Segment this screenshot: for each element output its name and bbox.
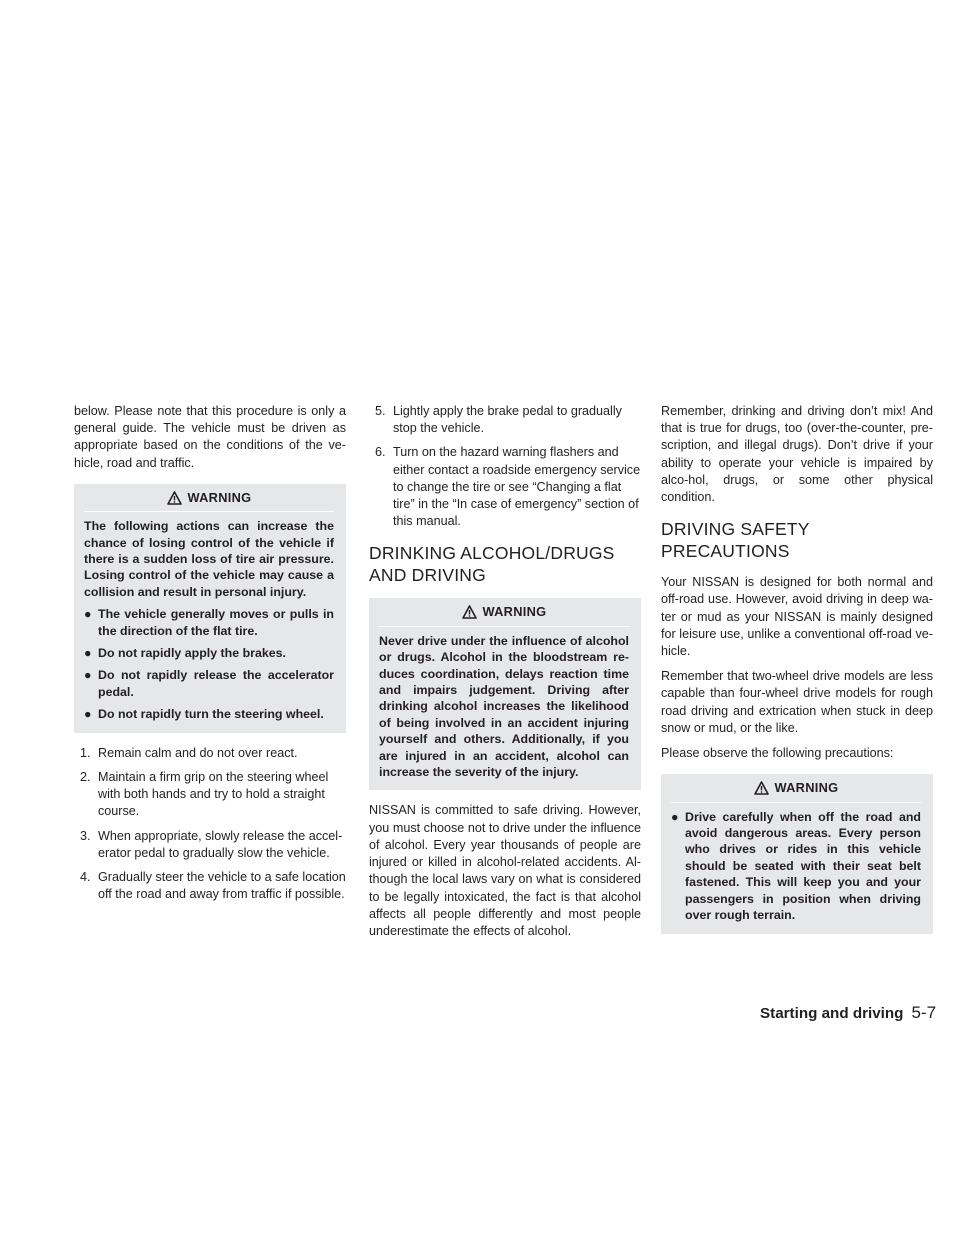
step-item: 6. Turn on the hazard warning flashers and either contact a roadside emergency service to change the tire or see “Changing a flat tire” in the “In case of emergency” section of this manual.: [375, 445, 641, 529]
section-heading-safety: DRIVING SAFETY PRECAUTIONS: [661, 519, 810, 562]
section-heading-alcohol: DRINKING ALCOHOL/DRUGS AND DRIVING: [369, 543, 615, 586]
warning-body: The following actions can increase the chance of losing control of the vehicle if there is a sudden loss of tire air pressure. Losing control of the vehicle may cause a collision and result in personal injury.: [84, 519, 334, 599]
warning-box-offroad: [661, 774, 933, 933]
warning-bullet: ● Do not rapidly apply the brakes.: [84, 646, 286, 661]
warning-bullet: ● Do not rapidly turn the steering wheel.: [84, 707, 324, 722]
bullet-dot: ●: [84, 707, 92, 722]
alcohol-paragraph: NISSAN is committed to safe driving. However, you must choose not to drive under the influence of alcohol. Every year thousands of people are injured or killed in alcohol-related accidents. Al-though the local laws vary on what is considered to be legally intoxicated, the fact is that alcohol affects all people differently and most people underestimate the effects of alcohol.: [369, 803, 641, 938]
warning-bullet: ● Do not rapidly release the accelerator pedal.: [84, 668, 334, 699]
step-item: 3. When appropriate, slowly release the accel-erator pedal to gradually slow the vehicle.: [80, 828, 343, 860]
warning-bullet: ● The vehicle generally moves or pulls in the direction of the flat tire.: [84, 607, 334, 638]
warning-heading: WARNING: [379, 604, 629, 626]
step-item: 2. Maintain a firm grip on the steering wheel with both hands and try to hold a straight course.: [80, 769, 329, 819]
warning-bullet: ● Drive carefully when off the road and avoid dangerous areas. Every person who drives or rides in this vehicle should be seated with their seat belt fastened. This will keep you and your passengers in position when driving over rough terrain.: [671, 809, 921, 923]
bullet-dot: ●: [671, 809, 679, 824]
column-middle: [369, 403, 641, 948]
page-footer: [760, 1003, 950, 1023]
section-label: Starting and driving: [760, 1005, 904, 1022]
intro-paragraph: below. Please note that this procedure is only a general guide. The vehicle must be driven as appropriate based on the conditions of the ve-hicle, road and traffic.: [74, 404, 346, 470]
bullet-dot: ●: [84, 646, 92, 661]
warning-box-tire: [74, 484, 346, 733]
warning-body: Never drive under the influence of alcohol or drugs. Alcohol in the bloodstream re-duces coordination, delays reaction time and impairs judgement. Driving after drinking alcohol increases the likelihood of being involved in an accident injuring yourself and others. Additionally, if you are injured in an accident, alcohol can increase the severity of the injury.: [379, 633, 629, 780]
bullet-dot: ●: [84, 668, 92, 683]
warning-heading: WARNING: [671, 780, 921, 802]
warning-triangle-icon: [167, 490, 188, 505]
twowheel-paragraph: Remember that two-wheel drive models are less capable than four-wheel drive models for rough road driving and extrication when stuck in deep snow or mud, or the like.: [661, 669, 933, 735]
step-item: 1. Remain calm and do not over react.: [80, 745, 298, 760]
warning-box-alcohol: [369, 598, 641, 790]
precautions-intro: Please observe the following precautions:: [661, 746, 894, 761]
page-number: 5-7: [911, 1003, 937, 1022]
step-item: 4. Gradually steer the vehicle to a safe location off the road and away from traffic if possible.: [80, 869, 346, 902]
drugs-paragraph: Remember, drinking and driving don’t mix! And that is true for drugs, too (over-the-counter, pre-scription, and illegal drugs). Don’t drive if your ability to operate your vehicle is impaired by alco-hol, drugs, or some other physical condition.: [661, 404, 933, 505]
warning-triangle-icon: [754, 780, 775, 795]
column-right: [661, 403, 933, 946]
step-item: 5. Lightly apply the brake pedal to gradually stop the vehicle.: [375, 404, 622, 436]
warning-heading: WARNING: [84, 490, 334, 512]
bullet-dot: ●: [84, 607, 92, 622]
column-left: [74, 403, 346, 910]
offroad-paragraph: Your NISSAN is designed for both normal and off-road use. However, avoid driving in deep wa-ter or mud as your NISSAN is mainly designed for leisure use, unlike a conventional off-road ve-hicle.: [661, 575, 933, 659]
warning-triangle-icon: [462, 604, 483, 619]
